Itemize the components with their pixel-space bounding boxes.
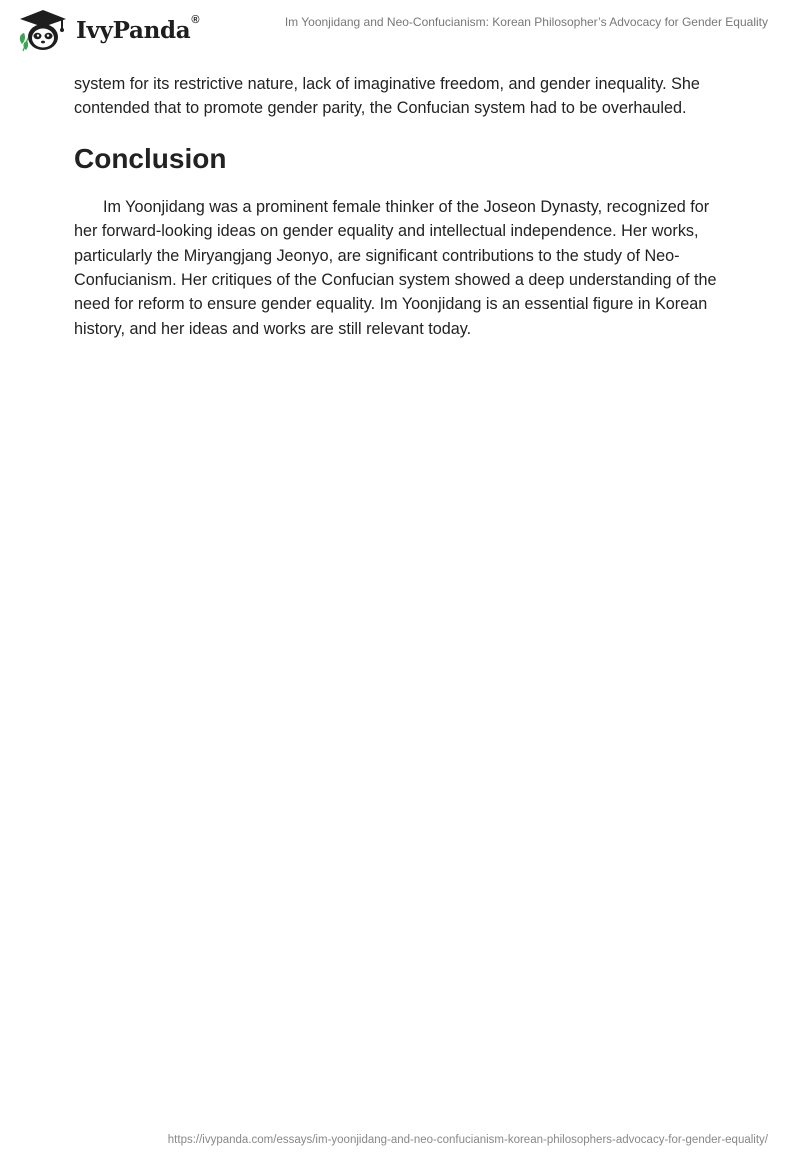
- conclusion-heading: Conclusion: [74, 142, 227, 174]
- brand-text: IvyPanda: [76, 16, 191, 44]
- intro-paragraph: system for its restrictive nature, lack of imaginative freedom, and gender inequality. She contended that to promote gender parity, the Confucian system had to be overhauled.: [74, 75, 700, 118]
- page-header: [0, 0, 800, 60]
- ivypanda-logo[interactable]: [14, 8, 199, 52]
- document-title: Im Yoonjidang and Neo-Confucianism: Korean Philosopher’s Advocacy for Gender Equality: [284, 15, 768, 29]
- essay-content: [74, 72, 734, 341]
- source-url[interactable]: https://ivypanda.com/essays/im-yoonjidang-and-neo-confucianism-korean-philosophers-advocacy-for-gender-equality/: [167, 1134, 768, 1146]
- panda-graduate-icon: [14, 8, 72, 52]
- registered-mark: ®: [191, 13, 200, 26]
- brand-name: [76, 13, 200, 44]
- conclusion-paragraph: Im Yoonjidang was a prominent female thinker of the Joseon Dynasty, recognized for her forward-looking ideas on gender equality and intellectual independence. Her works, particularly the Miryangjang Jeonyo, are significant contributions to the study of Neo-Confucianism. Her critiques of the Confucian system showed a deep understanding of the need for reform to ensure gender equality. Im Yoonjidang is an essential figure in Korean history, and her ideas and works are still relevant today.: [74, 197, 717, 338]
